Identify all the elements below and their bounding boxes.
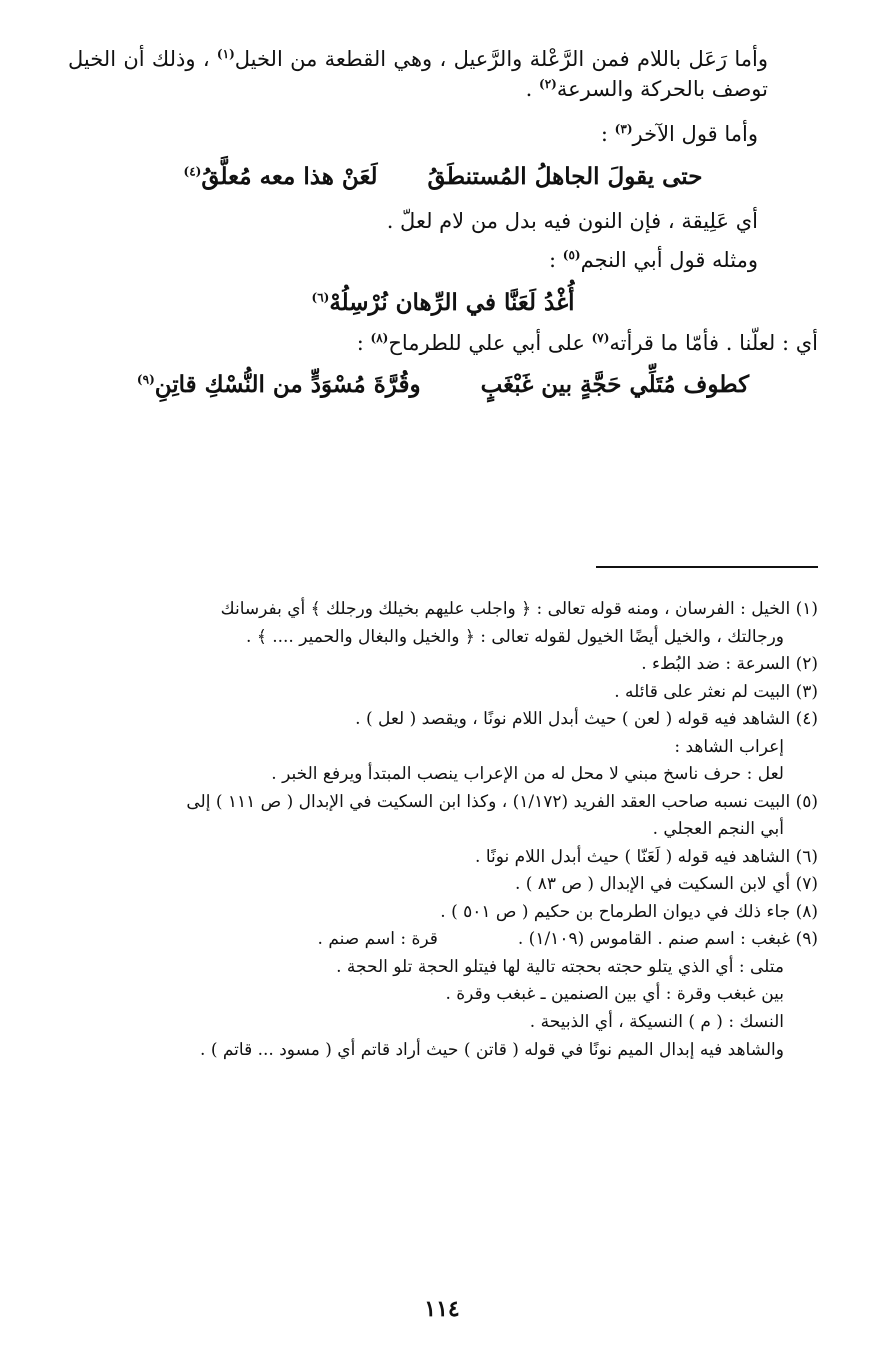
para5-end: :: [356, 331, 371, 356]
verse-3: [68, 371, 818, 398]
footnote-9-part-a: (٩) غبغب : اسم صنم . القاموس (١/١٠٩) .: [517, 929, 818, 950]
footnote-3: (٣) البيت لم نعثر على قائله .: [614, 681, 818, 702]
footnote-ref-7: (٧): [591, 331, 610, 346]
footnote-1: (١) الخيل : الفرسان ، ومنه قوله تعالى : ﴿ واجلب عليهم بخيلك ورجلك ﴾ أي بفرسانك: [220, 599, 818, 619]
footnote-9-line-3: النسك : ( م ) النسيكة ، أي الذبيحة .: [529, 1011, 784, 1032]
para1-text: وأما رَعَل باللام فمن الرَّعْلة والرَّعيل ، وهي القطعة من الخيل: [234, 47, 768, 71]
footnotes: [80, 596, 818, 1064]
footnote-9: [80, 926, 818, 954]
para5-mid: على أبي علي للطرماح: [388, 331, 592, 356]
paragraph-1: [68, 44, 818, 105]
footnote-separator: [596, 566, 818, 568]
paragraph-5: [68, 328, 818, 358]
footnote-4-body: لعل : حرف ناسخ مبني لا محل له من الإعراب ينصب المبتدأ ويرفع الخبر .: [271, 764, 784, 785]
footnote-8: (٨) جاء ذلك في ديوان الطرماح بن حكيم ( ص ٥٠١ ) .: [440, 901, 818, 922]
para1-end: ، وذلك أن الخيل توصف بالحركة والسرعة: [68, 47, 768, 102]
paragraph-2: [68, 119, 818, 149]
footnote-5-continuation: أبي النجم العجلي .: [652, 819, 784, 840]
para2-end: :: [600, 121, 615, 146]
para3-text: أي عَلِيقة ، فإن النون فيه بدل من لام لعلّ .: [386, 209, 758, 234]
paragraph-4: [68, 245, 818, 275]
para4-text: ومثله قول أبي النجم: [580, 247, 758, 272]
footnote-6: (٦) الشاهد فيه قوله ( لَعَنّا ) حيث أبدل اللام نونًا .: [475, 846, 818, 867]
main-text: [68, 44, 818, 398]
footnote-9-line-2: بين غبغب وقرة : أي بين الصنمين ـ غبغب وقرة .: [445, 984, 784, 1005]
footnote-5: (٥) البيت نسبه صاحب العقد الفريد (١/١٧٢) ، وكذا ابن السكيت في الإبدال ( ص ١١١ ) إلى: [186, 791, 818, 812]
footnote-ref-8: (٨): [370, 331, 389, 346]
verse-2: [68, 289, 818, 316]
footnote-ref-5: (٥): [562, 247, 581, 262]
footnote-9-line-4: والشاهد فيه إبدال الميم نونًا في قوله ( قاتن ) حيث أراد قاتم أي ( مسود ... قاتم ) .: [200, 1039, 784, 1060]
verse3-hemistich-b: وقُرَّةَ مُسْوَدٍّ من النُّسْكِ قاتِنِ: [154, 370, 421, 398]
verse2-text: أُغْدُ لَعَنَّا في الرِّهان نُرْسِلُهْ: [329, 289, 575, 317]
verse3-hemistich-a: كطوف مُتَلِّي حَجَّةٍ بين غَبْغَبٍ: [480, 370, 750, 398]
page-number: ١١٤: [424, 1296, 460, 1322]
footnote-ref-2: (٢): [539, 77, 557, 92]
footnote-2: (٢) السرعة : ضد البُطء .: [641, 654, 818, 675]
verse1-hemistich-b: لَعَنْ هذا معه مُعلَّقُ: [201, 163, 378, 191]
verse-1: [68, 163, 818, 190]
footnote-9-part-b: قرة : اسم صنم .: [317, 929, 438, 950]
footnote-ref-4: (٤): [183, 164, 202, 179]
paragraph-3: [68, 206, 818, 236]
para4-end: :: [549, 247, 563, 272]
footnote-ref-9: (٩): [136, 371, 155, 386]
para2-text: وأما قول الآخر: [632, 121, 758, 146]
footnote-4-heading: إعراب الشاهد :: [674, 736, 784, 757]
para1-stop: .: [525, 77, 540, 102]
footnote-ref-1: (١): [216, 47, 235, 61]
footnote-ref-6: (٦): [311, 290, 330, 305]
para5-text: أي : لعلّنا . فأمّا ما قرأته: [609, 331, 818, 356]
footnote-7: (٧) أي لابن السكيت في الإبدال ( ص ٨٣ ) .: [514, 874, 818, 895]
footnote-1-continuation: ورجالتك ، والخيل أيضًا الخيول لقوله تعالى : ﴿ والخيل والبغال والحمير .... ﴾ .: [246, 626, 784, 647]
footnote-9-line-1: متلى : أي الذي يتلو حجته بحجته تالية لها فيتلو الحجة تلو الحجة .: [336, 956, 784, 977]
footnote-ref-3: (٣): [614, 121, 633, 136]
verse1-hemistich-a: حتى يقولَ الجاهلُ المُستنطَقُ: [427, 163, 703, 191]
footnote-4: (٤) الشاهد فيه قوله ( لعن ) حيث أبدل اللام نونًا ، ويقصد ( لعل ) .: [355, 709, 818, 730]
